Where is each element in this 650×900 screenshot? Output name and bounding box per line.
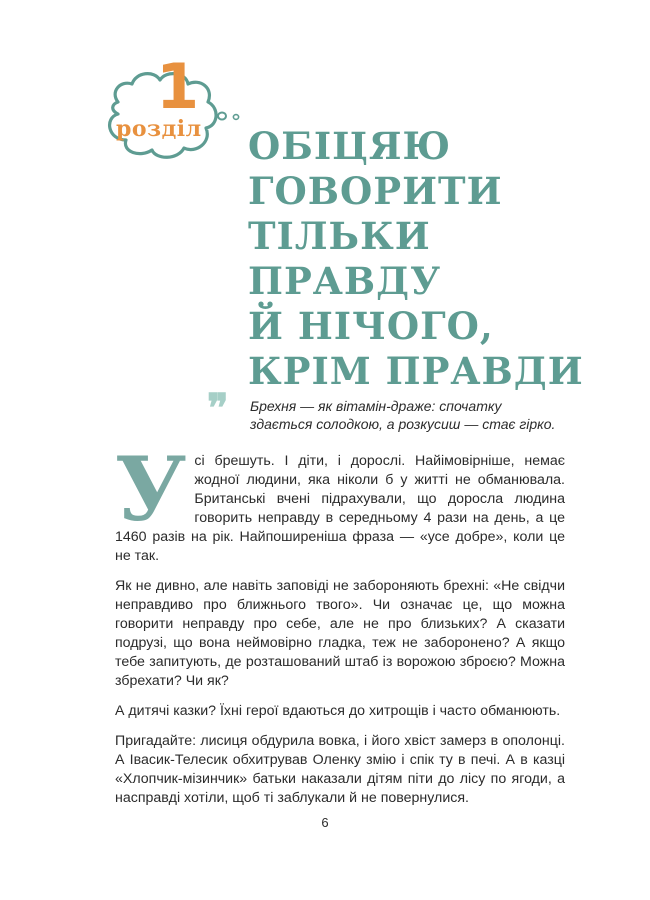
dropcap: У [115, 437, 187, 541]
paragraph: Пригадайте: лисиця обдурила вовка, і його хвіст замерз в ополонці. А Івасик-Телесик обхитрував Оленку змію і спік ту в печі. А в казці «Хлопчик-мізинчик» батьки наказали дітям піти до лісу по ягоди, а насправді хотіли, щоб ті заблукали й не повернулися. [115, 733, 565, 806]
page-number: 6 [321, 815, 329, 830]
title-line: ОБІЦЯЮ [248, 124, 452, 168]
chapter-badge [96, 50, 256, 172]
epigraph-line: Брехня — як вітамін-драже: спочатку [250, 398, 502, 414]
title-line: Й НІЧОГО, [248, 304, 494, 348]
title-line: ПРАВДУ [248, 259, 442, 303]
chapter-title [248, 124, 584, 394]
title-line: ТІЛЬКИ [248, 214, 431, 258]
paragraph: А дитячі казки? Їхні герої вдаються до хитрощів і часто обманюють. [115, 703, 561, 719]
paragraph [115, 437, 565, 566]
epigraph-text [250, 397, 555, 433]
chapter-label: розділ [116, 116, 202, 142]
paragraph-text: сі брешуть. І діти, і дорослі. Найімовірніше, немає жодної людини, яка ніколи б у житті не обманювала. Британські вчені підрахували, що доросла людина говорить неправду в середньому 4 рази на день, а це 1460 разів на рік. Найпоширеніша фраза — «усе добре», коли це не так. [115, 453, 565, 564]
epigraph-line: здається солодкою, а розкусиш — стає гірко. [250, 416, 556, 432]
body-text [115, 437, 565, 819]
chapter-number: 1 [156, 50, 200, 123]
title-line: ГОВОРИТИ [248, 169, 503, 213]
title-line: КРІМ ПРАВДИ [248, 349, 584, 393]
paragraph: Як не дивно, але навіть заповіді не забороняють брехні: «Не свідчи неправдиво про ближнього твого». Чи означає це, що можна говорити неправду про себе, але не про близьких? А сказати подрузі, що вона неймовірно гладка, теж не заборонено? А якщо тебе запитують, де розташований штаб із ворожою зброєю? Можна збрехати? Чи як? [115, 578, 565, 689]
quote-mark-icon: ❞ [207, 385, 229, 432]
